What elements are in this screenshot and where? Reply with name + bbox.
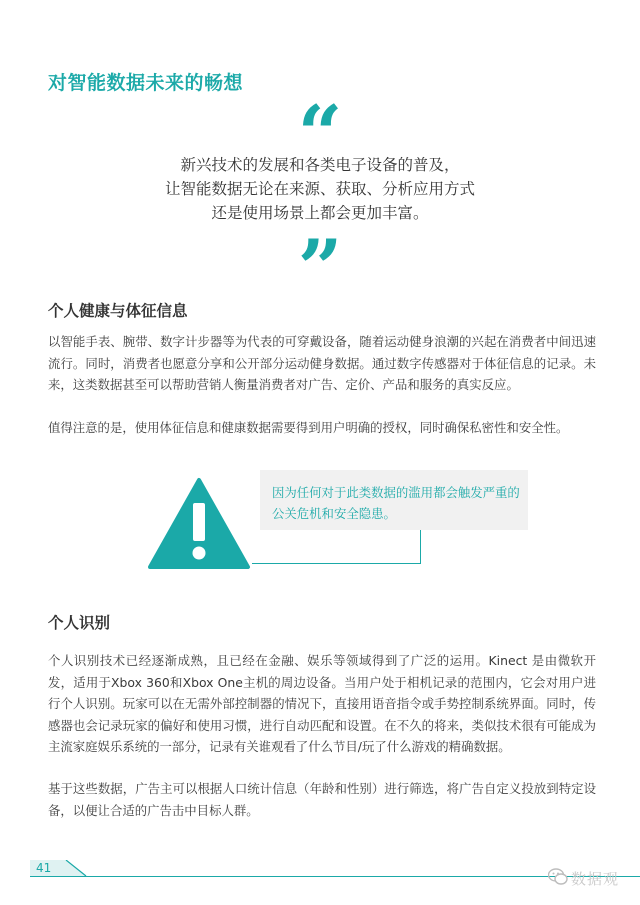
page-number: 41	[36, 861, 52, 875]
open-quote-icon: “	[297, 89, 343, 180]
paragraph: 个人识别技术已经逐渐成熟，且已经在金融、娱乐等领域得到了广泛的运用。Kinect 是由微软开发，适用于Xbox 360和Xbox One主机的周边设备。当用户处于相机记录的范围内，它会对用户进行个人识别。玩家可以在无需外部控制器的情况下，直接用语音指令或手势控制系统界面。同时，传感器也会记录玩家的偏好和使用习惯，进行自动匹配和设置。在不久的将来，类似技术很有可能成为主流家庭娱乐系统的一部分，记录有关谁观看了什么节目/玩了什么游戏的精确数据。	[48, 653, 596, 754]
paragraph: 以智能手表、腕带、数字计步器等为代表的可穿戴设备，随着运动健身浪潮的兴起在消费者中间迅速流行。同时，消费者也愿意分享和公开部分运动健身数据。通过数字传感器对于体征信息的记录。未来，这类数据甚至可以帮助营销人衡量消费者对广告、定价、产品和服务的真实反应。	[48, 334, 596, 392]
pull-quote	[0, 153, 640, 225]
section-heading-identification: 个人识别	[48, 614, 111, 632]
pull-quote-line: 新兴技术的发展和各类电子设备的普及，	[180, 156, 460, 174]
watermark-text: 数据观	[571, 870, 620, 888]
callout-line: 公关危机和安全隐患。	[272, 506, 396, 521]
pull-quote-line: 让智能数据无论在来源、获取、分析应用方式	[164, 180, 475, 198]
wechat-icon	[548, 868, 568, 886]
close-quote-icon: ”	[297, 223, 343, 314]
callout-connector	[420, 530, 421, 563]
warning-icon	[147, 477, 251, 571]
pull-quote-line: 还是使用场景上都会更加丰富。	[211, 204, 429, 222]
section-heading-health: 个人健康与体征信息	[48, 302, 188, 320]
page-title: 对智能数据未来的畅想	[48, 72, 244, 94]
paragraph: 值得注意的是，使用体征信息和健康数据需要得到用户明确的授权，同时确保私密性和安全性。	[48, 420, 569, 435]
callout-connector	[252, 563, 421, 564]
paragraph: 基于这些数据，广告主可以根据人口统计信息（年龄和性别）进行筛选，将广告自定义投放到特定设备，以便让合适的广告击中目标人群。	[48, 781, 596, 818]
callout-text	[272, 482, 532, 524]
callout-line: 因为任何对于此类数据的滥用都会触发严重的	[272, 485, 520, 500]
